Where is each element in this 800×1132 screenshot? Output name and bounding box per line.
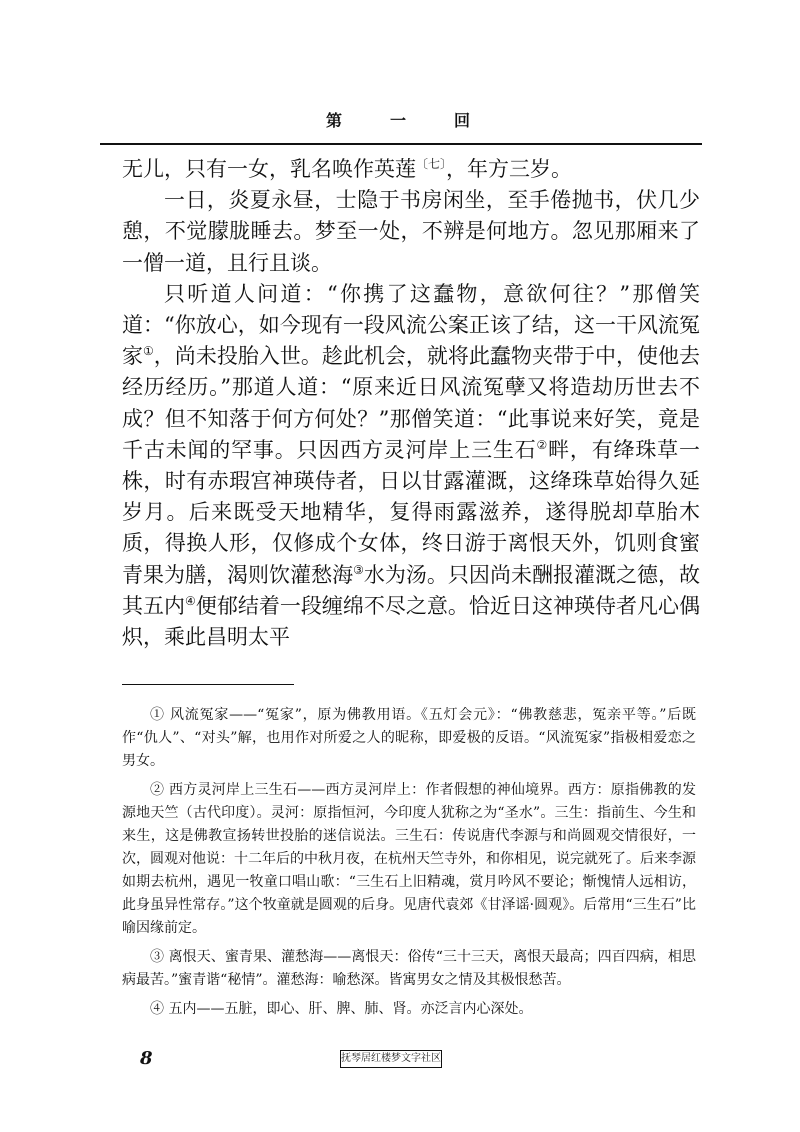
paragraph <box>122 154 700 185</box>
footnote: ③ 离恨天、蜜青果、灌愁海——离恨天：俗传“三十三天，离恨天最高；四百四病，相思病最苦。”蜜青谐“秘情”。灌愁海：喻愁深。皆寓男女之情及其极恨愁苦。 <box>122 949 696 988</box>
main-text <box>122 154 700 653</box>
footnote-rule <box>122 684 294 685</box>
annotation-mark: 〔七〕 <box>416 157 447 171</box>
paragraph: 一日，炎夏永昼，士隐于书房闲坐，至手倦抛书，伏几少憩，不觉朦胧睡去。梦至一处，不辨是何地方。忽见那厢来了一僧一道，且行且谈。 <box>122 188 700 275</box>
footnote: ② 西方灵河岸上三生石——西方灵河岸上：作者假想的神仙境界。西方：原指佛教的发源地天竺（古代印度）。灵河：原指恒河，今印度人犹称之为“圣水”。三生：指前生、今生和来生，这是佛教宣扬转世投胎的迷信说法。三生石：传说唐代李源与和尚圆观交情很好，一次，圆观对他说：十二年后的中秋月夜，在杭州天竺寺外，和你相见，说完就死了。后来李源如期去杭州，遇见一牧童口唱山歌：“三生石上旧精魂，赏月吟风不要论；惭愧情人远相访，此身虽异性常存。”这个牧童就是圆观的后身。见唐代袁郊《甘泽谣·圆观》。后常用“三生石”比喻因缘前定。 <box>122 782 696 936</box>
footnote: ① 风流冤家——“冤家”，原为佛教用语。《五灯会元》：“佛教慈悲，冤亲平等。”后既作“仇人”、“对头”解，也用作对所爱之人的昵称，即爱极的反语。“风流冤家”指极相爱恋之男女。 <box>122 707 696 769</box>
chapter-header-char: 一 <box>389 111 410 130</box>
chapter-header-char: 回 <box>454 111 475 130</box>
text-run: 无儿，只有一女，乳名唤作英莲 <box>122 157 416 181</box>
chapter-header-char: 第 <box>325 111 346 130</box>
text-run: 便郁结着一段缠绵不尽之意。恰近日这神瑛侍者凡心偶炽，乘此昌明太平 <box>122 593 701 650</box>
footnote-ref: ① <box>143 344 154 359</box>
footnote-ref: ② <box>536 437 549 452</box>
footnote-ref: ④ <box>185 593 196 608</box>
footnote: ④ 五内——五脏，即心、肝、脾、肺、肾。亦泛言内心深处。 <box>150 1001 533 1017</box>
paragraph <box>122 279 700 653</box>
page-number: 8 <box>140 1048 153 1069</box>
footnote-ref: ③ <box>353 562 364 577</box>
header-rule <box>100 143 702 145</box>
footnotes <box>122 704 696 1027</box>
text-run: ，尚未投胎入世。趁此机会，就将此蠢物夹带于中，使他去经历经历。”那道人道：“原来近日风流冤孽又将造劫历世去不成？但不知落于何方何处？”那僧笑道：“此事说来好笑，竟是千古未闻的罕事。只因西方灵河岸上三生石 <box>122 344 701 462</box>
text-run: 水为汤。只因尚未酬报灌溉之德，故其五内 <box>122 562 701 618</box>
watermark-stamp: 抚琴居红楼梦文字社区 <box>340 1050 442 1068</box>
text-run: 畔，有绛珠草一株，时有赤瑕宫神瑛侍者，日以甘露灌溉，这绛珠草始得久延岁月。后来既受天地精华，复得雨露滋养，遂得脱却草胎木质，得换人形，仅修成个女体，终日游于离恨天外，饥则食蜜青果为膳，渴则饮灌愁海 <box>122 437 700 587</box>
text-run: ，年方三岁。 <box>446 157 573 181</box>
chapter-header <box>100 108 700 131</box>
text-run: 只听道人问道：“你携了这蠢物，意欲何往？”那僧笑道：“你放心，如今现有一段风流公案正该了结，这一干风流冤家 <box>122 281 700 369</box>
